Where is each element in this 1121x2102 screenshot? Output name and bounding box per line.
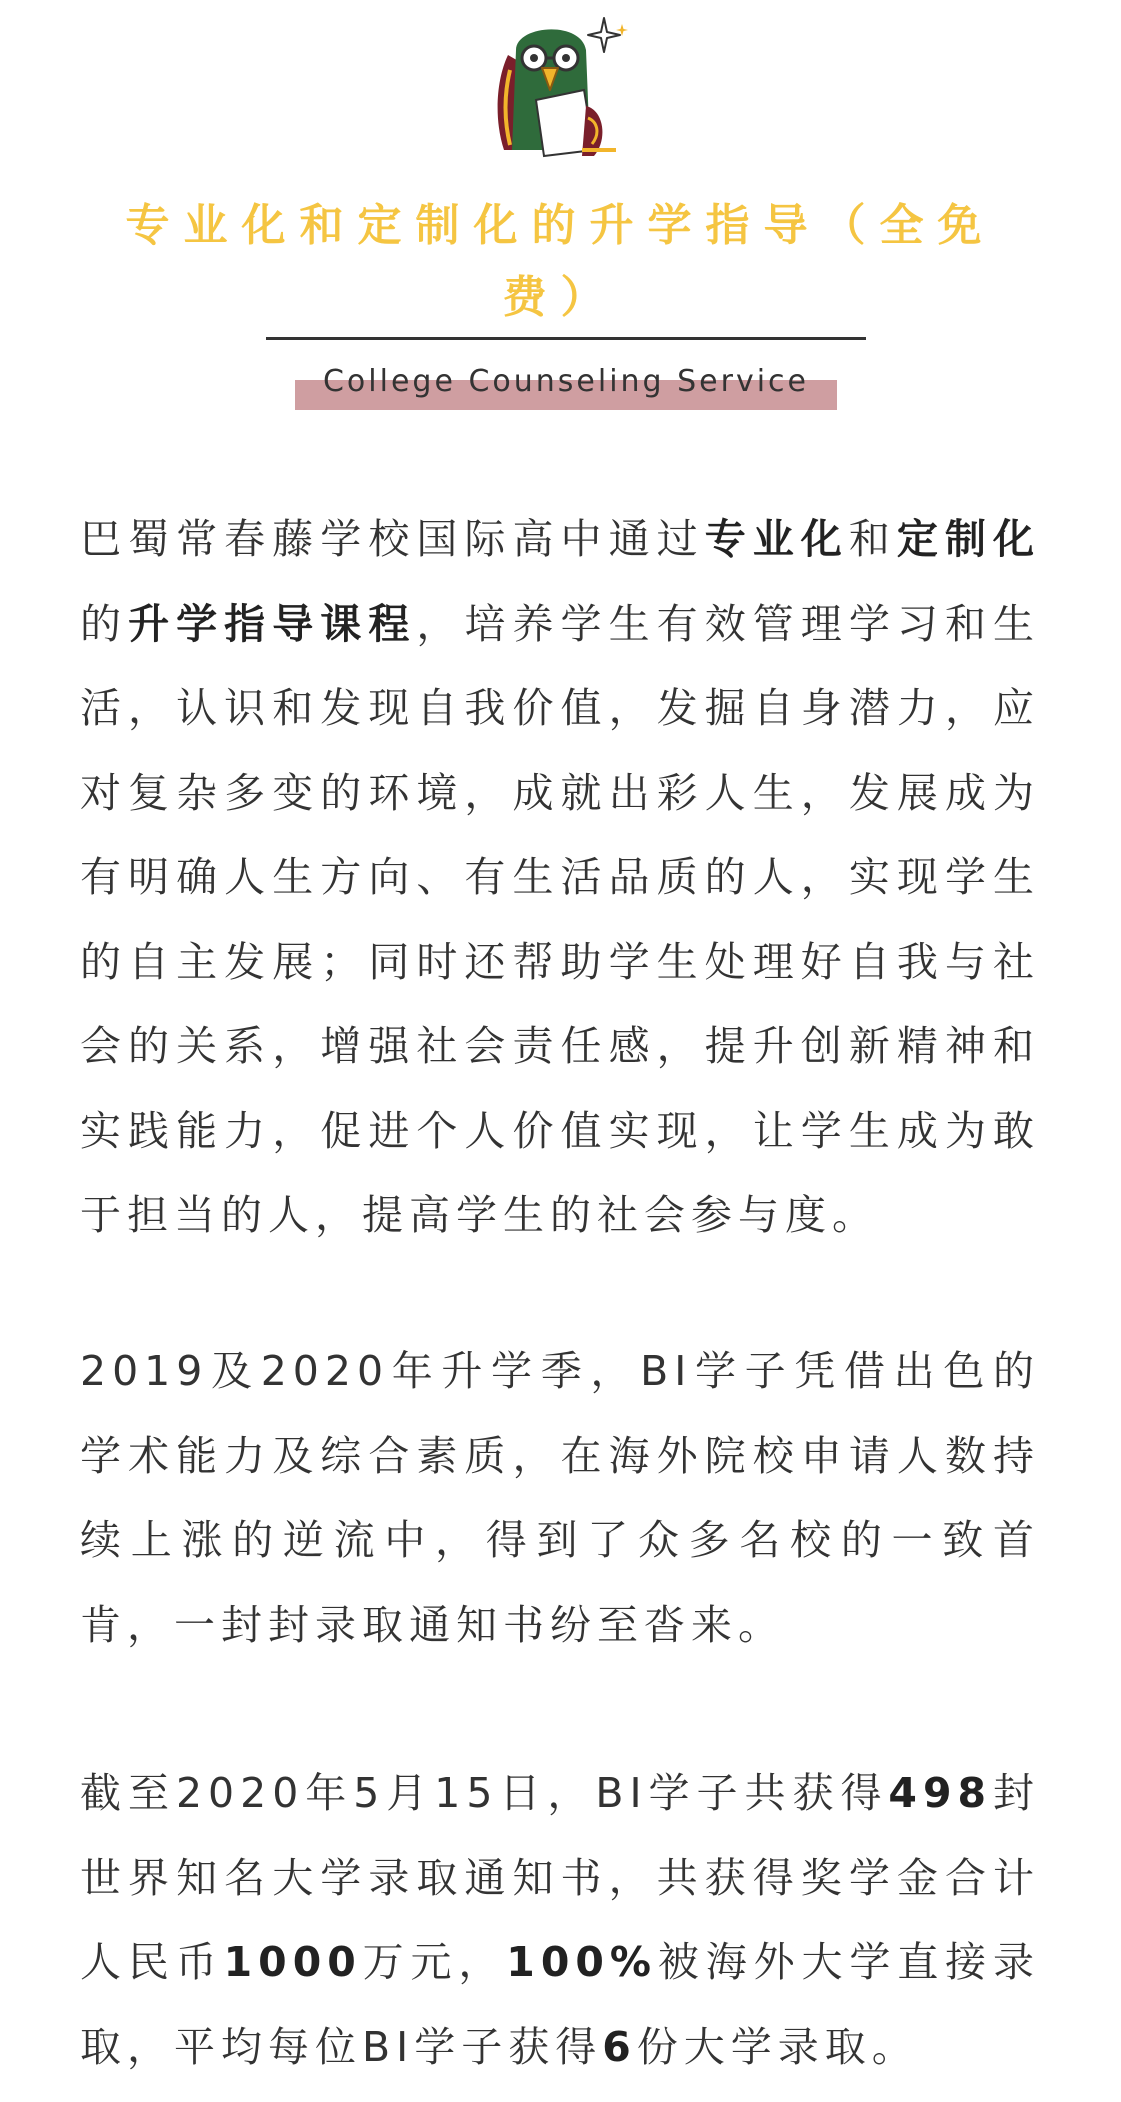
page-title: 专业化和定制化的升学指导（全免费） <box>125 200 996 323</box>
parrot-mascot-icon <box>486 10 636 160</box>
scholarship-amount: 1000 <box>223 1938 362 1986</box>
title-divider <box>266 337 866 340</box>
offer-count: 498 <box>888 1769 993 1817</box>
text-segment: 和 <box>848 515 897 563</box>
text-segment: 截至2020年5月15日，BI学子共获得 <box>80 1769 889 1817</box>
bold-term: 定制化 <box>896 515 1041 563</box>
bold-term: 升学指导课程 <box>128 599 417 648</box>
text-segment: 份大学录取。 <box>636 2022 919 2071</box>
average-offers: 6 <box>602 2022 637 2071</box>
text-segment: 巴蜀常春藤学校国际高中通过 <box>80 515 705 563</box>
sparkle-icon <box>588 18 628 52</box>
intro-paragraph <box>80 497 1040 1258</box>
statistics-paragraph <box>80 1751 1040 2089</box>
overseas-rate: 100% <box>506 1938 657 1986</box>
text-segment: 万元， <box>361 1938 507 1986</box>
page-subtitle: College Counseling Service <box>322 364 810 399</box>
admissions-paragraph: 2019及2020年升学季，BI学子凭借出色的学术能力及综合素质，在海外院校申请人数持续上涨的逆流中，得到了众多名校的一致首肯，一封封录取通知书纷至沓来。 <box>80 1347 1040 1649</box>
text-segment: 的 <box>80 599 129 648</box>
text-segment: ，培养学生有效管理学习和生活，认识和发现自我价值，发掘自身潜力，应对复杂多变的环境，成就出彩人生，发展成为有明确人生方向、有生活品质的人，实现学生的自主发展；同时还帮助学生处理好自我与社会的关系，增强社会责任感，提升创新精神和实践能力，促进个人价值实现，让学生成为敢于担当的人，提高学生的社会参与度。 <box>80 599 1041 1239</box>
text-segment: 被海外大学直接录取，平均每位BI学子获得 <box>80 1938 1041 2071</box>
bold-term: 专业化 <box>704 515 849 563</box>
text-segment: 封世界知名大学录取通知书，共获得奖学金合计人民币 <box>80 1769 1040 1986</box>
